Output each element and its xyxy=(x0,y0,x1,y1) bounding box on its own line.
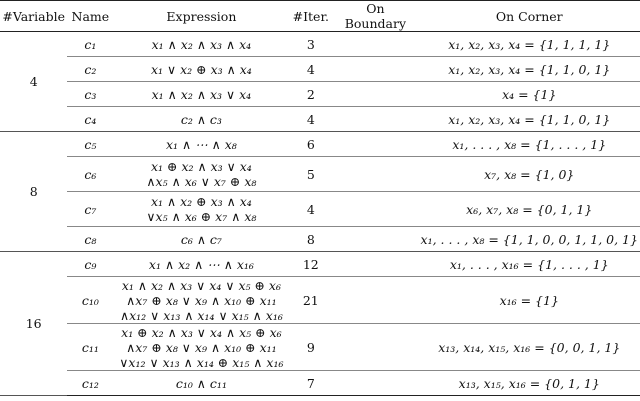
expression-cell xyxy=(113,132,289,157)
table-row xyxy=(0,107,640,132)
header-row xyxy=(0,1,640,32)
corner-cell: x₇, x₈ = {1, 0} xyxy=(419,157,640,192)
expression-cell xyxy=(113,32,289,57)
corner-cell: x₁₆ = {1} xyxy=(419,277,640,324)
constraint-name-cell: c₆ xyxy=(67,157,113,192)
corner-cell: x₄ = {1} xyxy=(419,82,640,107)
expression-line: ∧x₅ ∧ x₆ ∨ x₇ ⊕ x₈ xyxy=(146,174,257,189)
table-row xyxy=(0,324,640,371)
iterations-cell: 7 xyxy=(289,371,332,396)
corner-cell: x₆, x₇, x₈ = {0, 1, 1} xyxy=(419,192,640,227)
constraint-name-cell: c₁₂ xyxy=(67,371,113,396)
boundary-cell xyxy=(332,252,418,277)
constraint-name-cell: c₄ xyxy=(67,107,113,132)
boundary-cell xyxy=(332,57,418,82)
expression-cell xyxy=(113,192,289,227)
table-row xyxy=(0,192,640,227)
table-row xyxy=(0,277,640,324)
table-row xyxy=(0,57,640,82)
boundary-cell xyxy=(332,132,418,157)
iterations-cell: 21 xyxy=(289,277,332,324)
expression-line: ∨x₁₂ ∨ x₁₃ ∧ x₁₄ ⊕ x₁₅ ∧ x₁₆ xyxy=(119,354,284,370)
corner-cell: x₁, . . . , x₈ = {1, . . . , 1} xyxy=(419,132,640,157)
header-iter: #Iter. xyxy=(289,1,332,32)
iterations-cell: 9 xyxy=(289,324,332,371)
expression-cell xyxy=(113,57,289,82)
header-name: Name xyxy=(67,1,113,32)
expression-line: ∧x₇ ⊕ x₈ ∨ x₉ ∧ x₁₀ ⊕ x₁₁ xyxy=(126,339,277,355)
table-row xyxy=(0,32,640,57)
boundary-cell xyxy=(332,227,418,252)
expression-cell xyxy=(113,157,289,192)
expression-line: x₁ ∧ x₂ ∧ x₃ ∧ x₄ xyxy=(151,36,252,52)
boundary-cell xyxy=(332,277,418,324)
table-row xyxy=(0,227,640,252)
table-row xyxy=(0,371,640,396)
iterations-cell: 2 xyxy=(289,82,332,107)
corner-cell: x₁₃, x₁₅, x₁₆ = {0, 1, 1} xyxy=(419,371,640,396)
corner-cell: x₁, x₂, x₃, x₄ = {1, 1, 0, 1} xyxy=(419,107,640,132)
corner-cell: x₁₃, x₁₄, x₁₅, x₁₆ = {0, 0, 1, 1} xyxy=(419,324,640,371)
corner-cell: x₁, x₂, x₃, x₄ = {1, 1, 0, 1} xyxy=(419,57,640,82)
table-row xyxy=(0,252,640,277)
iterations-cell: 3 xyxy=(289,32,332,57)
expression-cell xyxy=(113,107,289,132)
constraint-name-cell: c₉ xyxy=(67,252,113,277)
expression-cell xyxy=(113,252,289,277)
expression-cell xyxy=(113,371,289,396)
expression-cell xyxy=(113,277,289,324)
expression-line: ∨x₅ ∧ x₆ ⊕ x₇ ∧ x₈ xyxy=(146,209,257,224)
constraint-name-cell: c₅ xyxy=(67,132,113,157)
constraint-name-cell: c₇ xyxy=(67,192,113,227)
expression-line: x₁ ⊕ x₂ ∧ x₃ ∨ x₄ ∧ x₅ ⊕ x₆ xyxy=(121,324,282,340)
expression-line: x₁ ⊕ x₂ ∧ x₃ ∨ x₄ xyxy=(150,159,252,174)
boundary-cell xyxy=(332,324,418,371)
header-variable: #Variable xyxy=(0,1,67,32)
iterations-cell: 12 xyxy=(289,252,332,277)
corner-cell: x₁, x₂, x₃, x₄ = {1, 1, 1, 1} xyxy=(419,32,640,57)
boundary-cell xyxy=(332,192,418,227)
expression-line: x₁ ∧ x₂ ∧ x₃ ∨ x₄ ∨ x₅ ⊕ x₆ xyxy=(121,277,281,293)
expression-line: ∧x₁₂ ∨ x₁₃ ∧ x₁₄ ∨ x₁₅ ∧ x₁₆ xyxy=(119,307,283,323)
header-corner: On Corner xyxy=(419,1,640,32)
boundary-cell xyxy=(332,157,418,192)
iterations-cell: 4 xyxy=(289,107,332,132)
boundary-cell xyxy=(332,107,418,132)
expression-line: x₁ ∧ x₂ ⊕ x₃ ∧ x₄ xyxy=(150,194,252,209)
table-row xyxy=(0,132,640,157)
constraint-name-cell: c₁₁ xyxy=(67,324,113,371)
iterations-cell: 5 xyxy=(289,157,332,192)
corner-cell: x₁, . . . , x₁₆ = {1, . . . , 1} xyxy=(419,252,640,277)
expression-line: x₁ ∨ x₂ ⊕ x₃ ∧ x₄ xyxy=(150,61,252,77)
expression-line: x₁ ∧ x₂ ∧ x₃ ∨ x₄ xyxy=(151,86,252,102)
boundary-cell xyxy=(332,82,418,107)
expression-line: c₆ ∧ c₇ xyxy=(180,231,222,247)
iterations-cell: 4 xyxy=(289,57,332,82)
table-row xyxy=(0,157,640,192)
constraint-name-cell: c₁₀ xyxy=(67,277,113,324)
boundary-cell xyxy=(332,371,418,396)
table-body xyxy=(0,32,640,396)
expression-cell xyxy=(113,82,289,107)
iterations-cell: 6 xyxy=(289,132,332,157)
constraint-name-cell: c₁ xyxy=(67,32,113,57)
expression-cell xyxy=(113,227,289,252)
variable-count-cell: 8 xyxy=(0,132,67,252)
expression-line: x₁ ∧ ⋯ ∧ x₈ xyxy=(165,136,237,152)
expression-line: c₁₀ ∧ c₁₁ xyxy=(175,375,227,391)
header-expression: Expression xyxy=(113,1,289,32)
expression-line: c₂ ∧ c₃ xyxy=(180,111,222,127)
boundary-cell xyxy=(332,32,418,57)
iterations-cell: 4 xyxy=(289,192,332,227)
variable-count-cell: 16 xyxy=(0,252,67,396)
iterations-cell: 8 xyxy=(289,227,332,252)
corner-cell: x₁, . . . , x₈ = {1, 1, 0, 0, 1, 1, 0, 1} xyxy=(419,227,640,252)
expression-line: x₁ ∧ x₂ ∧ ⋯ ∧ x₁₆ xyxy=(148,256,254,272)
table-row xyxy=(0,82,640,107)
header-boundary: On Boundary xyxy=(332,1,418,32)
expression-line: ∧x₇ ⊕ x₈ ∨ x₉ ∧ x₁₀ ⊕ x₁₁ xyxy=(126,292,277,308)
constraint-name-cell: c₂ xyxy=(67,57,113,82)
expression-cell xyxy=(113,324,289,371)
variable-count-cell: 4 xyxy=(0,32,67,132)
constraint-name-cell: c₃ xyxy=(67,82,113,107)
constraint-name-cell: c₈ xyxy=(67,227,113,252)
